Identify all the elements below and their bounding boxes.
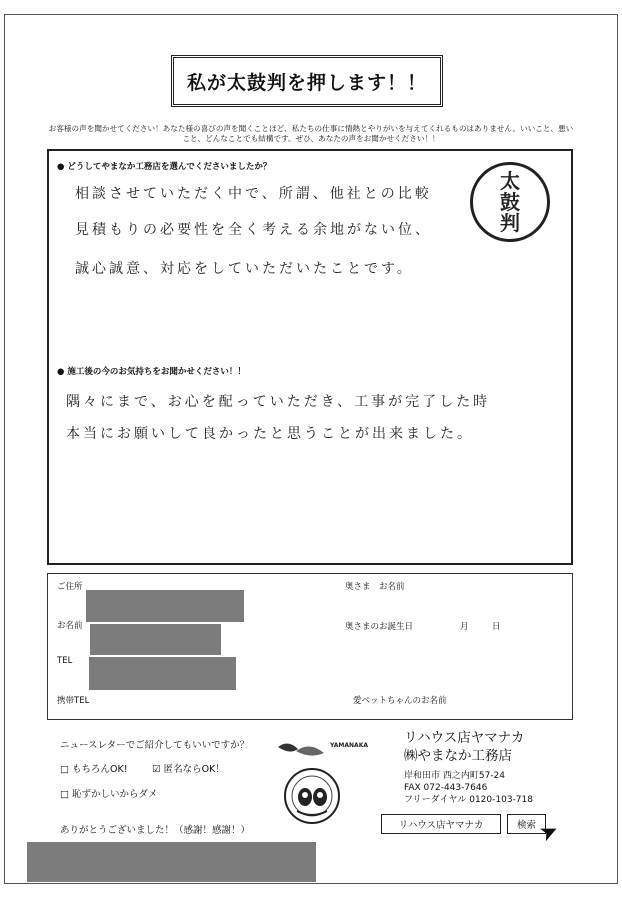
birthday-day-label: 日 (492, 622, 501, 632)
stamp-char-3: 判 (500, 210, 520, 235)
logo-text: YAMANAKA (330, 742, 368, 749)
yamanaka-ribbon-logo (274, 735, 384, 765)
company-contact (404, 770, 533, 806)
option-no-label: 恥ずかしいからダメ (72, 789, 158, 800)
title-box (171, 55, 443, 107)
birthday-month-label: 月 (460, 622, 469, 632)
checkbox-ok[interactable]: □ (60, 764, 69, 775)
pet-name-label: 愛ペットちゃんのお名前 (353, 696, 447, 706)
cursor-arrow-icon: ➤ (535, 817, 563, 848)
company-fax: FAX 072-443-7646 (404, 783, 488, 793)
company-block (404, 729, 524, 765)
address-redacted (86, 590, 244, 622)
page-title: 私が太鼓判を押します！！ (186, 71, 427, 94)
answer-1-line-3: 誠心誠意、対応をしていただいたことです。 (75, 261, 414, 277)
company-name-1: リハウス店ヤマナカ (404, 730, 525, 746)
address-label: ご住所 (57, 582, 83, 592)
footer-redacted (27, 842, 316, 882)
mascot-emblem-icon (275, 765, 349, 825)
checkbox-anonymous[interactable]: ☑ (152, 764, 161, 775)
search-button[interactable]: 検索 (507, 814, 546, 834)
question-2-label: ● 施工後の今のお気持ちをお聞かせください！！ (57, 367, 246, 377)
option-ok-label: もちろんOK! (72, 764, 128, 775)
name-redacted (90, 624, 221, 655)
checkbox-no[interactable]: □ (60, 789, 69, 800)
stamp-char-1: 太 (500, 168, 520, 193)
option-no[interactable] (60, 786, 158, 800)
thanks-text: ありがとうございました！（感謝！感謝！） (60, 825, 251, 836)
newsletter-question: ニュースレターでご紹介してもいいですか？ (60, 740, 250, 751)
search-input[interactable]: リハウス店ヤマナカ (381, 814, 501, 834)
option-anonymous-label: 匿名ならOK！ (163, 764, 225, 775)
answer-1-line-1: 相談させていただく中で、所謂、他社との比較 (75, 186, 432, 202)
answer-2-line-1: 隅々にまで、お心を配っていただき、工事が完了した時 (66, 394, 491, 410)
company-freedial: フリーダイヤル 0120-103-718 (404, 795, 533, 805)
company-name-2: ㈱やまなか工務店 (404, 748, 512, 764)
option-anonymous[interactable] (152, 761, 225, 775)
wife-name-label: 奥さま お名前 (345, 582, 405, 592)
tel-label: TEL (57, 656, 73, 666)
answer-2-line-2: 本当にお願いして良かったと思うことが出来ました。 (66, 426, 474, 442)
company-address: 岸和田市 西之内町57-24 (404, 771, 506, 781)
tel-redacted (89, 657, 236, 690)
stamp-char-2: 鼓 (500, 189, 520, 214)
taikoban-stamp (470, 162, 550, 242)
intro-text: お客様の声を聞かせてください！あなた様の喜びの声を聞くことほど、私たちの仕事に情熱とやりがいを与えてくれるものはありません。いいこと、悪いこと、どんなことでも結構です。ぜひ、あなたの声をお聞かせください！！ (48, 124, 574, 143)
answer-1-line-2: 見積もりの必要性を全く考える余地がない位、 (75, 222, 432, 238)
option-ok[interactable] (60, 761, 128, 775)
question-1-label: ● どうしてやまなか工務店を選んでくださいましたか？ (57, 162, 272, 172)
name-label: お名前 (57, 621, 83, 631)
mobile-tel-label: 携帯TEL (57, 696, 90, 706)
wife-birthday-label: 奥さまのお誕生日 (345, 622, 414, 632)
